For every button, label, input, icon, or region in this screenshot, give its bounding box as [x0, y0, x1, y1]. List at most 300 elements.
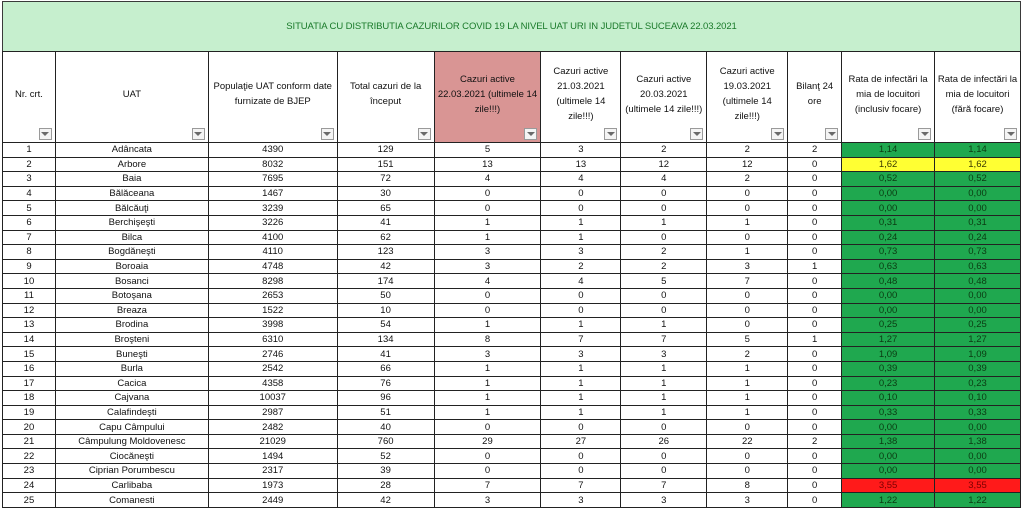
- cell-populatie[interactable]: 1522: [208, 303, 337, 318]
- cell-active-19[interactable]: 0: [707, 420, 788, 435]
- cell-bilant[interactable]: 0: [788, 347, 842, 362]
- cell-active-19[interactable]: 2: [707, 143, 788, 158]
- cell-active-21[interactable]: 27: [541, 434, 621, 449]
- cell-rata-fara[interactable]: 0,10: [935, 391, 1021, 406]
- cell-bilant[interactable]: 0: [788, 318, 842, 333]
- cell-active-19[interactable]: 1: [707, 361, 788, 376]
- cell-active-21[interactable]: 3: [541, 493, 621, 508]
- cell-nr[interactable]: 14: [3, 332, 56, 347]
- cell-nr[interactable]: 16: [3, 361, 56, 376]
- cell-populatie[interactable]: 4748: [208, 259, 337, 274]
- cell-active-21[interactable]: 3: [541, 143, 621, 158]
- cell-bilant[interactable]: 0: [788, 274, 842, 289]
- cell-active-21[interactable]: 1: [541, 215, 621, 230]
- cell-active-20[interactable]: 3: [621, 347, 707, 362]
- cell-total[interactable]: 72: [337, 172, 434, 187]
- cell-rata-fara[interactable]: 1,14: [935, 143, 1021, 158]
- cell-total[interactable]: 28: [337, 478, 434, 493]
- column-header-cazuri-active-20[interactable]: [621, 52, 707, 143]
- cell-active-19[interactable]: 1: [707, 405, 788, 420]
- cell-nr[interactable]: 18: [3, 391, 56, 406]
- cell-total[interactable]: 50: [337, 288, 434, 303]
- filter-dropdown-icon[interactable]: [192, 128, 205, 140]
- cell-uat[interactable]: Adâncata: [55, 143, 208, 158]
- cell-bilant[interactable]: 0: [788, 186, 842, 201]
- cell-active-19[interactable]: 0: [707, 318, 788, 333]
- cell-bilant[interactable]: 0: [788, 157, 842, 172]
- cell-uat[interactable]: Arbore: [55, 157, 208, 172]
- cell-active-20[interactable]: 1: [621, 376, 707, 391]
- cell-active-21[interactable]: 0: [541, 420, 621, 435]
- cell-rata-inclusiv[interactable]: 0,00: [842, 449, 935, 464]
- cell-nr[interactable]: 5: [3, 201, 56, 216]
- cell-rata-fara[interactable]: 0,52: [935, 172, 1021, 187]
- cell-populatie[interactable]: 3239: [208, 201, 337, 216]
- cell-populatie[interactable]: 4358: [208, 376, 337, 391]
- cell-bilant[interactable]: 0: [788, 361, 842, 376]
- table-row: [3, 361, 1021, 376]
- column-header-bilant-24-ore[interactable]: [788, 52, 842, 143]
- cell-active-21[interactable]: 7: [541, 478, 621, 493]
- cell-active-22[interactable]: 0: [434, 303, 541, 318]
- cell-bilant[interactable]: 0: [788, 201, 842, 216]
- cell-total[interactable]: 51: [337, 405, 434, 420]
- cell-total[interactable]: 174: [337, 274, 434, 289]
- cell-active-21[interactable]: 1: [541, 361, 621, 376]
- cell-rata-fara[interactable]: 0,23: [935, 376, 1021, 391]
- cell-bilant[interactable]: 0: [788, 230, 842, 245]
- cell-rata-inclusiv[interactable]: 0,52: [842, 172, 935, 187]
- cell-rata-inclusiv[interactable]: 0,31: [842, 215, 935, 230]
- filter-dropdown-icon[interactable]: [771, 128, 784, 140]
- cell-uat[interactable]: Bălcăuţi: [55, 201, 208, 216]
- cell-populatie[interactable]: 2987: [208, 405, 337, 420]
- cell-bilant[interactable]: 0: [788, 464, 842, 479]
- cell-nr[interactable]: 6: [3, 215, 56, 230]
- cell-rata-fara[interactable]: 1,09: [935, 347, 1021, 362]
- cell-active-22[interactable]: 5: [434, 143, 541, 158]
- cell-total[interactable]: 62: [337, 230, 434, 245]
- cell-populatie[interactable]: 1494: [208, 449, 337, 464]
- cell-active-22[interactable]: 1: [434, 318, 541, 333]
- cell-active-19[interactable]: 8: [707, 478, 788, 493]
- cell-nr[interactable]: 15: [3, 347, 56, 362]
- cell-populatie[interactable]: 8032: [208, 157, 337, 172]
- cell-active-20[interactable]: 7: [621, 332, 707, 347]
- cell-rata-inclusiv[interactable]: 0,39: [842, 361, 935, 376]
- column-header-uat[interactable]: [55, 52, 208, 143]
- cell-rata-fara[interactable]: 1,27: [935, 332, 1021, 347]
- cell-active-20[interactable]: 2: [621, 259, 707, 274]
- cell-rata-fara[interactable]: 1,62: [935, 157, 1021, 172]
- cell-active-19[interactable]: 12: [707, 157, 788, 172]
- filter-dropdown-icon[interactable]: [39, 128, 52, 140]
- filter-dropdown-icon[interactable]: [825, 128, 838, 140]
- cell-uat[interactable]: Ciprian Porumbescu: [55, 464, 208, 479]
- cell-total[interactable]: 76: [337, 376, 434, 391]
- cell-uat[interactable]: Calafindeşti: [55, 405, 208, 420]
- cell-populatie[interactable]: 2746: [208, 347, 337, 362]
- cell-populatie[interactable]: 10037: [208, 391, 337, 406]
- cell-total[interactable]: 41: [337, 215, 434, 230]
- cell-rata-inclusiv[interactable]: 0,23: [842, 376, 935, 391]
- cell-bilant[interactable]: 0: [788, 376, 842, 391]
- cell-nr[interactable]: 4: [3, 186, 56, 201]
- cell-bilant[interactable]: 2: [788, 434, 842, 449]
- cell-rata-inclusiv[interactable]: 1,14: [842, 143, 935, 158]
- cell-active-19[interactable]: 0: [707, 449, 788, 464]
- cell-rata-inclusiv[interactable]: 1,22: [842, 493, 935, 508]
- cell-active-19[interactable]: 0: [707, 201, 788, 216]
- cell-active-22[interactable]: 29: [434, 434, 541, 449]
- cell-nr[interactable]: 13: [3, 318, 56, 333]
- cell-rata-fara[interactable]: 1,22: [935, 493, 1021, 508]
- cell-active-22[interactable]: 3: [434, 493, 541, 508]
- filter-dropdown-icon[interactable]: [418, 128, 431, 140]
- column-header-cazuri-active-21[interactable]: [541, 52, 621, 143]
- cell-active-22[interactable]: 3: [434, 259, 541, 274]
- cell-active-19[interactable]: 7: [707, 274, 788, 289]
- cell-populatie[interactable]: 3226: [208, 215, 337, 230]
- cell-active-21[interactable]: 2: [541, 259, 621, 274]
- cell-uat[interactable]: Burla: [55, 361, 208, 376]
- cell-nr[interactable]: 10: [3, 274, 56, 289]
- cell-active-21[interactable]: 1: [541, 405, 621, 420]
- cell-active-22[interactable]: 1: [434, 361, 541, 376]
- cell-nr[interactable]: 22: [3, 449, 56, 464]
- cell-uat[interactable]: Boroaia: [55, 259, 208, 274]
- cell-active-22[interactable]: 7: [434, 478, 541, 493]
- cell-active-21[interactable]: 1: [541, 318, 621, 333]
- cell-active-22[interactable]: 0: [434, 201, 541, 216]
- cell-total[interactable]: 10: [337, 303, 434, 318]
- cell-active-20[interactable]: 2: [621, 143, 707, 158]
- cell-nr[interactable]: 17: [3, 376, 56, 391]
- cell-total[interactable]: 760: [337, 434, 434, 449]
- cell-bilant[interactable]: 0: [788, 478, 842, 493]
- cell-rata-inclusiv[interactable]: 1,09: [842, 347, 935, 362]
- cell-uat[interactable]: Câmpulung Moldovenesc: [55, 434, 208, 449]
- cell-active-20[interactable]: 0: [621, 420, 707, 435]
- cell-rata-fara[interactable]: 0,00: [935, 303, 1021, 318]
- cell-uat[interactable]: Buneşti: [55, 347, 208, 362]
- cell-bilant[interactable]: 0: [788, 172, 842, 187]
- cell-active-22[interactable]: 1: [434, 376, 541, 391]
- cell-populatie[interactable]: 2653: [208, 288, 337, 303]
- cell-uat[interactable]: Carlibaba: [55, 478, 208, 493]
- cell-rata-fara[interactable]: 0,31: [935, 215, 1021, 230]
- cell-active-21[interactable]: 0: [541, 288, 621, 303]
- cell-rata-fara[interactable]: 0,00: [935, 464, 1021, 479]
- cell-total[interactable]: 39: [337, 464, 434, 479]
- cell-bilant[interactable]: 0: [788, 405, 842, 420]
- cell-populatie[interactable]: 6310: [208, 332, 337, 347]
- cell-uat[interactable]: Berchişeşti: [55, 215, 208, 230]
- cell-active-20[interactable]: 1: [621, 215, 707, 230]
- cell-active-22[interactable]: 1: [434, 405, 541, 420]
- cell-uat[interactable]: Comanesti: [55, 493, 208, 508]
- column-header-nr-crt[interactable]: [3, 52, 56, 143]
- cell-active-21[interactable]: 0: [541, 464, 621, 479]
- cell-nr[interactable]: 2: [3, 157, 56, 172]
- cell-rata-fara[interactable]: 0,00: [935, 201, 1021, 216]
- column-header-populatie[interactable]: [208, 52, 337, 143]
- cell-populatie[interactable]: 7695: [208, 172, 337, 187]
- cell-bilant[interactable]: 1: [788, 259, 842, 274]
- cell-rata-inclusiv[interactable]: 1,38: [842, 434, 935, 449]
- cell-active-19[interactable]: 1: [707, 215, 788, 230]
- cell-rata-fara[interactable]: 0,33: [935, 405, 1021, 420]
- cell-active-19[interactable]: 5: [707, 332, 788, 347]
- cell-uat[interactable]: Brodina: [55, 318, 208, 333]
- cell-nr[interactable]: 7: [3, 230, 56, 245]
- cell-rata-inclusiv[interactable]: 1,62: [842, 157, 935, 172]
- cell-rata-inclusiv[interactable]: 0,00: [842, 201, 935, 216]
- cell-bilant[interactable]: 0: [788, 391, 842, 406]
- cell-populatie[interactable]: 3998: [208, 318, 337, 333]
- cell-active-20[interactable]: 7: [621, 478, 707, 493]
- cell-active-22[interactable]: 1: [434, 215, 541, 230]
- cell-active-22[interactable]: 0: [434, 186, 541, 201]
- cell-total[interactable]: 65: [337, 201, 434, 216]
- cell-active-22[interactable]: 8: [434, 332, 541, 347]
- cell-active-21[interactable]: 1: [541, 376, 621, 391]
- cell-uat[interactable]: Bălăceana: [55, 186, 208, 201]
- cell-rata-fara[interactable]: 0,63: [935, 259, 1021, 274]
- cell-rata-inclusiv[interactable]: 0,33: [842, 405, 935, 420]
- cell-active-20[interactable]: 1: [621, 405, 707, 420]
- cell-active-21[interactable]: 0: [541, 201, 621, 216]
- column-header-rata-inclusiv-focare[interactable]: [842, 52, 935, 143]
- cell-uat[interactable]: Cacica: [55, 376, 208, 391]
- cell-populatie[interactable]: 4110: [208, 245, 337, 260]
- cell-uat[interactable]: Cajvana: [55, 391, 208, 406]
- cell-rata-fara[interactable]: 0,24: [935, 230, 1021, 245]
- cell-populatie[interactable]: 1467: [208, 186, 337, 201]
- cell-nr[interactable]: 3: [3, 172, 56, 187]
- cell-bilant[interactable]: 2: [788, 143, 842, 158]
- cell-uat[interactable]: Breaza: [55, 303, 208, 318]
- cell-rata-fara[interactable]: 0,00: [935, 449, 1021, 464]
- cell-active-20[interactable]: 0: [621, 464, 707, 479]
- cell-active-20[interactable]: 2: [621, 245, 707, 260]
- cell-total[interactable]: 52: [337, 449, 434, 464]
- cell-active-19[interactable]: 3: [707, 493, 788, 508]
- cell-bilant[interactable]: 0: [788, 449, 842, 464]
- cell-active-20[interactable]: 0: [621, 303, 707, 318]
- filter-dropdown-icon[interactable]: [604, 128, 617, 140]
- cell-active-20[interactable]: 1: [621, 361, 707, 376]
- cell-active-20[interactable]: 0: [621, 230, 707, 245]
- cell-active-19[interactable]: 1: [707, 245, 788, 260]
- cell-active-19[interactable]: 2: [707, 172, 788, 187]
- cell-rata-fara[interactable]: 0,48: [935, 274, 1021, 289]
- cell-active-19[interactable]: 1: [707, 376, 788, 391]
- cell-populatie[interactable]: 21029: [208, 434, 337, 449]
- cell-bilant[interactable]: 0: [788, 303, 842, 318]
- cell-nr[interactable]: 23: [3, 464, 56, 479]
- cell-total[interactable]: 30: [337, 186, 434, 201]
- cell-bilant[interactable]: 0: [788, 288, 842, 303]
- cell-active-21[interactable]: 4: [541, 172, 621, 187]
- filter-dropdown-icon[interactable]: [918, 128, 931, 140]
- cell-active-21[interactable]: 0: [541, 186, 621, 201]
- cell-active-20[interactable]: 1: [621, 391, 707, 406]
- cell-rata-inclusiv[interactable]: 3,55: [842, 478, 935, 493]
- cell-nr[interactable]: 11: [3, 288, 56, 303]
- cell-nr[interactable]: 8: [3, 245, 56, 260]
- cell-uat[interactable]: Bilca: [55, 230, 208, 245]
- cell-total[interactable]: 42: [337, 259, 434, 274]
- cell-active-22[interactable]: 3: [434, 347, 541, 362]
- cell-total[interactable]: 40: [337, 420, 434, 435]
- cell-bilant[interactable]: 0: [788, 420, 842, 435]
- cell-rata-fara[interactable]: 0,00: [935, 420, 1021, 435]
- column-header-label: Cazuri active 22.03.2021 (ultimele 14 zile!!!): [437, 73, 538, 115]
- cell-active-21[interactable]: 4: [541, 274, 621, 289]
- cell-rata-fara[interactable]: 0,00: [935, 186, 1021, 201]
- column-header-rata-fara-focare[interactable]: [935, 52, 1021, 143]
- cell-active-20[interactable]: 3: [621, 493, 707, 508]
- cell-active-19[interactable]: 0: [707, 230, 788, 245]
- cell-active-22[interactable]: 0: [434, 420, 541, 435]
- cell-total[interactable]: 129: [337, 143, 434, 158]
- cell-uat[interactable]: Capu Câmpului: [55, 420, 208, 435]
- cell-active-22[interactable]: 1: [434, 391, 541, 406]
- cell-populatie[interactable]: 1973: [208, 478, 337, 493]
- cell-active-22[interactable]: 13: [434, 157, 541, 172]
- cell-active-22[interactable]: 0: [434, 464, 541, 479]
- cell-rata-inclusiv[interactable]: 0,00: [842, 420, 935, 435]
- cell-active-19[interactable]: 0: [707, 186, 788, 201]
- cell-populatie[interactable]: 2317: [208, 464, 337, 479]
- cell-uat[interactable]: Ciocăneşti: [55, 449, 208, 464]
- cell-bilant[interactable]: 0: [788, 215, 842, 230]
- cell-rata-inclusiv[interactable]: 0,25: [842, 318, 935, 333]
- cell-populatie[interactable]: 8298: [208, 274, 337, 289]
- cell-rata-fara[interactable]: 0,39: [935, 361, 1021, 376]
- column-header-cazuri-active-22[interactable]: [434, 52, 541, 143]
- cell-active-21[interactable]: 1: [541, 391, 621, 406]
- cell-rata-inclusiv[interactable]: 0,48: [842, 274, 935, 289]
- cell-rata-inclusiv[interactable]: 0,00: [842, 288, 935, 303]
- cell-rata-inclusiv[interactable]: 0,73: [842, 245, 935, 260]
- cell-bilant[interactable]: 0: [788, 245, 842, 260]
- cell-rata-inclusiv[interactable]: 1,27: [842, 332, 935, 347]
- cell-active-20[interactable]: 4: [621, 172, 707, 187]
- cell-active-22[interactable]: 1: [434, 230, 541, 245]
- cell-active-20[interactable]: 26: [621, 434, 707, 449]
- filter-dropdown-icon[interactable]: [524, 128, 537, 140]
- cell-total[interactable]: 151: [337, 157, 434, 172]
- cell-active-22[interactable]: 0: [434, 449, 541, 464]
- cell-total[interactable]: 123: [337, 245, 434, 260]
- column-header-cazuri-active-19[interactable]: [707, 52, 788, 143]
- cell-active-20[interactable]: 0: [621, 201, 707, 216]
- cell-active-21[interactable]: 7: [541, 332, 621, 347]
- cell-rata-fara[interactable]: 0,25: [935, 318, 1021, 333]
- filter-dropdown-icon[interactable]: [1004, 128, 1017, 140]
- cell-active-19[interactable]: 1: [707, 391, 788, 406]
- cell-populatie[interactable]: 2542: [208, 361, 337, 376]
- cell-rata-fara[interactable]: 3,55: [935, 478, 1021, 493]
- cell-active-19[interactable]: 22: [707, 434, 788, 449]
- cell-nr[interactable]: 25: [3, 493, 56, 508]
- cell-active-20[interactable]: 1: [621, 318, 707, 333]
- cell-active-20[interactable]: 12: [621, 157, 707, 172]
- cell-rata-inclusiv[interactable]: 0,63: [842, 259, 935, 274]
- column-header-total-cazuri[interactable]: [337, 52, 434, 143]
- cell-nr[interactable]: 12: [3, 303, 56, 318]
- cell-nr[interactable]: 1: [3, 143, 56, 158]
- cell-bilant[interactable]: 0: [788, 493, 842, 508]
- cell-active-20[interactable]: 0: [621, 288, 707, 303]
- cell-populatie[interactable]: 4390: [208, 143, 337, 158]
- cell-total[interactable]: 96: [337, 391, 434, 406]
- cell-nr[interactable]: 9: [3, 259, 56, 274]
- cell-rata-fara[interactable]: 0,00: [935, 288, 1021, 303]
- cell-active-22[interactable]: 3: [434, 245, 541, 260]
- cell-uat[interactable]: Botoşana: [55, 288, 208, 303]
- cell-active-21[interactable]: 0: [541, 303, 621, 318]
- cell-bilant[interactable]: 1: [788, 332, 842, 347]
- filter-dropdown-icon[interactable]: [690, 128, 703, 140]
- sheet-title[interactable]: SITUATIA CU DISTRIBUTIA CAZURILOR COVID 19 LA NIVEL UAT URI IN JUDETUL SUCEAVA 22.03.2021: [2, 1, 1021, 52]
- cell-active-20[interactable]: 5: [621, 274, 707, 289]
- cell-active-19[interactable]: 0: [707, 464, 788, 479]
- cell-nr[interactable]: 19: [3, 405, 56, 420]
- cell-active-21[interactable]: 13: [541, 157, 621, 172]
- cell-rata-fara[interactable]: 0,73: [935, 245, 1021, 260]
- cell-uat[interactable]: Baia: [55, 172, 208, 187]
- cell-nr[interactable]: 21: [3, 434, 56, 449]
- cell-active-21[interactable]: 1: [541, 230, 621, 245]
- cell-active-20[interactable]: 0: [621, 449, 707, 464]
- cell-rata-inclusiv[interactable]: 0,00: [842, 464, 935, 479]
- cell-active-19[interactable]: 0: [707, 303, 788, 318]
- cell-active-22[interactable]: 4: [434, 172, 541, 187]
- cell-active-21[interactable]: 3: [541, 347, 621, 362]
- cell-active-21[interactable]: 3: [541, 245, 621, 260]
- cell-rata-inclusiv[interactable]: 0,00: [842, 186, 935, 201]
- cell-nr[interactable]: 20: [3, 420, 56, 435]
- cell-active-19[interactable]: 0: [707, 288, 788, 303]
- cell-nr[interactable]: 24: [3, 478, 56, 493]
- cell-uat[interactable]: Bogdăneşti: [55, 245, 208, 260]
- cell-uat[interactable]: Bosanci: [55, 274, 208, 289]
- cell-populatie[interactable]: 4100: [208, 230, 337, 245]
- cell-active-22[interactable]: 0: [434, 288, 541, 303]
- cell-active-22[interactable]: 4: [434, 274, 541, 289]
- cell-total[interactable]: 41: [337, 347, 434, 362]
- cell-rata-inclusiv[interactable]: 0,10: [842, 391, 935, 406]
- cell-total[interactable]: 66: [337, 361, 434, 376]
- cell-populatie[interactable]: 2449: [208, 493, 337, 508]
- cell-rata-fara[interactable]: 1,38: [935, 434, 1021, 449]
- filter-dropdown-icon[interactable]: [321, 128, 334, 140]
- cell-uat[interactable]: Broşteni: [55, 332, 208, 347]
- cell-total[interactable]: 42: [337, 493, 434, 508]
- cell-active-19[interactable]: 3: [707, 259, 788, 274]
- cell-total[interactable]: 54: [337, 318, 434, 333]
- cell-rata-inclusiv[interactable]: 0,24: [842, 230, 935, 245]
- cell-active-20[interactable]: 0: [621, 186, 707, 201]
- cell-populatie[interactable]: 2482: [208, 420, 337, 435]
- cell-active-19[interactable]: 2: [707, 347, 788, 362]
- cell-active-21[interactable]: 0: [541, 449, 621, 464]
- cell-rata-inclusiv[interactable]: 0,00: [842, 303, 935, 318]
- cell-total[interactable]: 134: [337, 332, 434, 347]
